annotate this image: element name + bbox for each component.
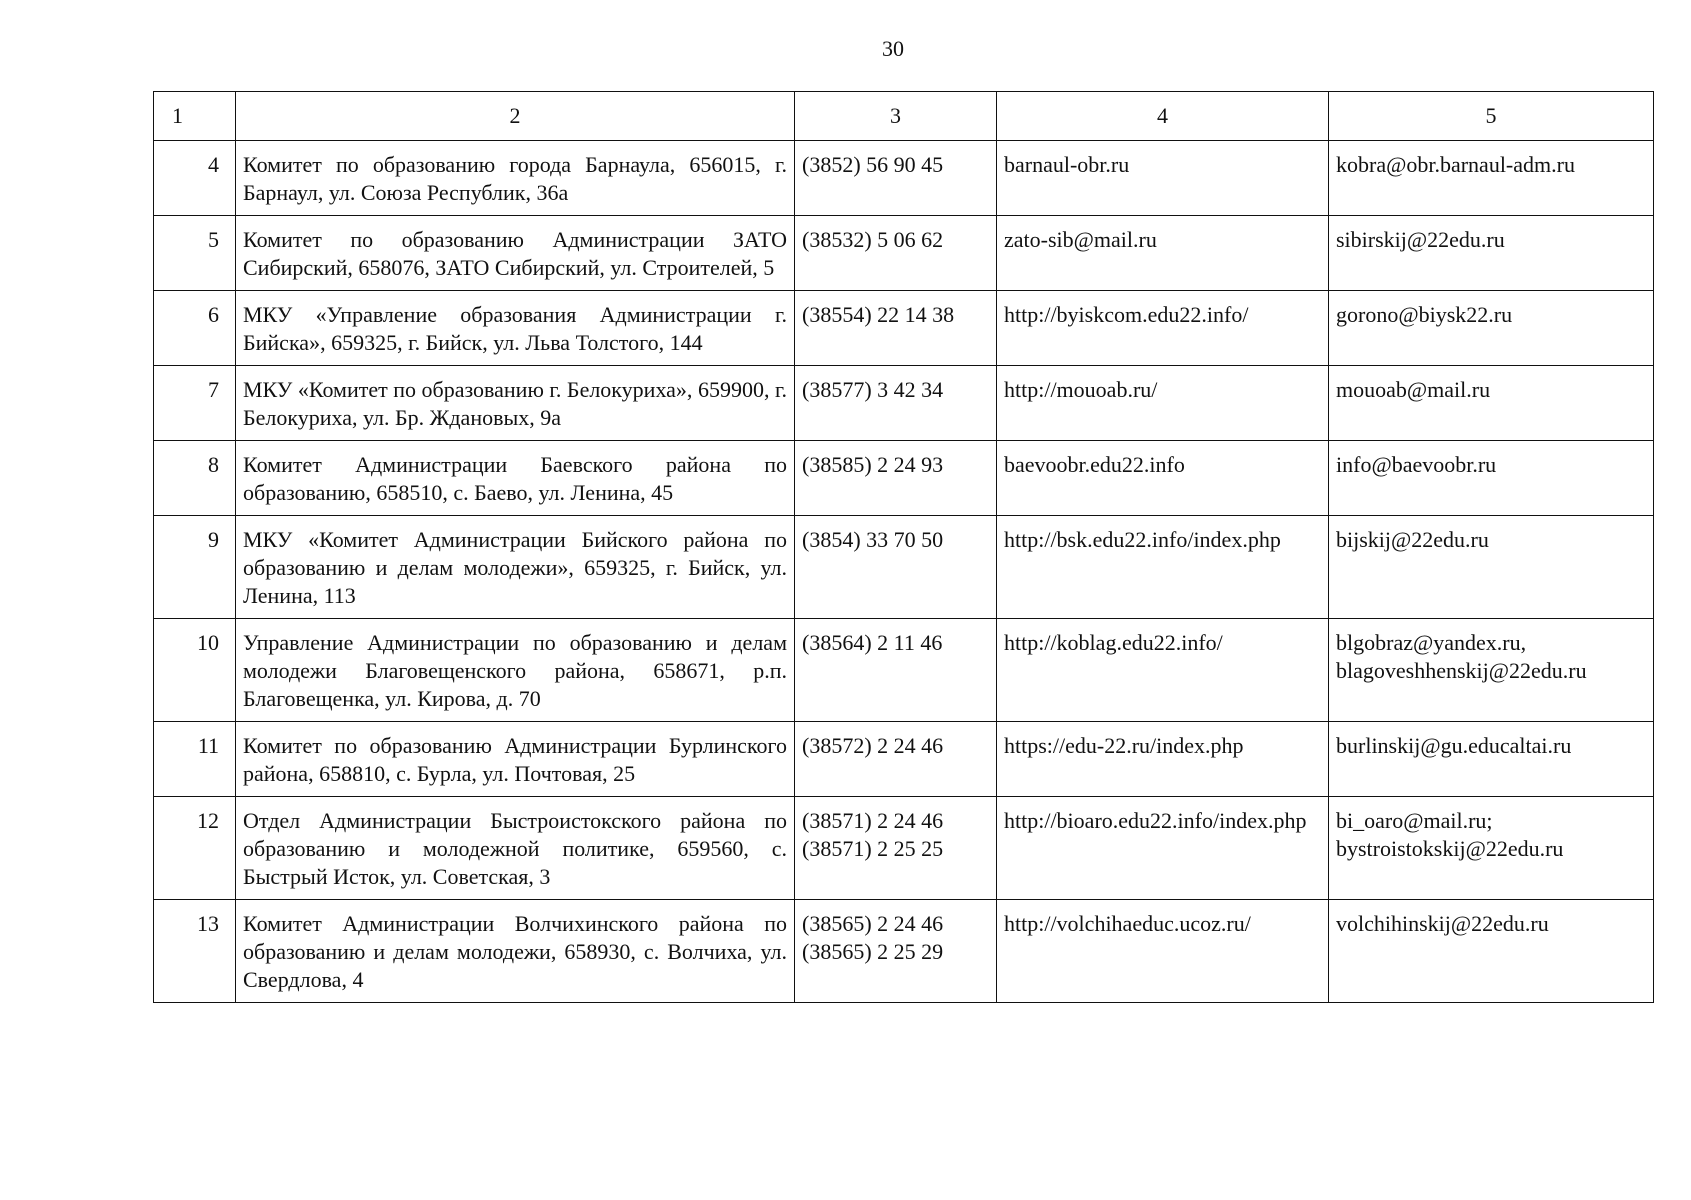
table-row: [154, 516, 1654, 619]
organization-address: Управление Администрации по образованию и делам молодежи Благовещенского района, 658671, р.п. Благовещенка, ул. Кирова, д. 70: [236, 619, 795, 722]
header-cell-3: 3: [795, 92, 997, 141]
website: http://byiskcom.edu22.info/: [997, 291, 1329, 366]
website: zato-sib@mail.ru: [997, 216, 1329, 291]
table-row: [154, 900, 1654, 1003]
phone: (38571) 2 24 46 (38571) 2 25 25: [795, 797, 997, 900]
email: blgobraz@yandex.ru, blagoveshhenskij@22edu.ru: [1329, 619, 1654, 722]
phone: (3854) 33 70 50: [795, 516, 997, 619]
header-cell-5: 5: [1329, 92, 1654, 141]
header-cell-2: 2: [236, 92, 795, 141]
header-cell-1: 1: [154, 92, 236, 141]
table-row: [154, 441, 1654, 516]
website: http://mouoab.ru/: [997, 366, 1329, 441]
row-number: 11: [154, 722, 236, 797]
email: burlinskij@gu.educaltai.ru: [1329, 722, 1654, 797]
row-number: 7: [154, 366, 236, 441]
organizations-table: [153, 91, 1654, 1003]
row-number: 13: [154, 900, 236, 1003]
website: http://bioaro.edu22.info/index.php: [997, 797, 1329, 900]
website: https://edu-22.ru/index.php: [997, 722, 1329, 797]
row-number: 6: [154, 291, 236, 366]
organization-address: Комитет по образованию города Барнаула, 656015, г. Барнаул, ул. Союза Республик, 36а: [236, 141, 795, 216]
row-number: 4: [154, 141, 236, 216]
website: barnaul-obr.ru: [997, 141, 1329, 216]
website: baevoobr.edu22.info: [997, 441, 1329, 516]
email: bijskij@22edu.ru: [1329, 516, 1654, 619]
organization-address: Комитет Администрации Баевского района по образованию, 658510, с. Баево, ул. Ленина, 45: [236, 441, 795, 516]
email: kobra@obr.barnaul-adm.ru: [1329, 141, 1654, 216]
organization-address: Комитет по образованию Администрации Бурлинского района, 658810, с. Бурла, ул. Почтовая, 25: [236, 722, 795, 797]
organization-address: МКУ «Управление образования Администрации г. Бийска», 659325, г. Бийск, ул. Льва Толстого, 144: [236, 291, 795, 366]
table-row: [154, 216, 1654, 291]
row-number: 5: [154, 216, 236, 291]
organization-address: Отдел Администрации Быстроистокского района по образованию и молодежной политике, 659560, с. Быстрый Исток, ул. Советская, 3: [236, 797, 795, 900]
website: http://bsk.edu22.info/index.php: [997, 516, 1329, 619]
email: mouoab@mail.ru: [1329, 366, 1654, 441]
phone: (3852) 56 90 45: [795, 141, 997, 216]
website: http://koblag.edu22.info/: [997, 619, 1329, 722]
phone: (38532) 5 06 62: [795, 216, 997, 291]
organization-address: Комитет по образованию Администрации ЗАТО Сибирский, 658076, ЗАТО Сибирский, ул. Строителей, 5: [236, 216, 795, 291]
table-row: [154, 797, 1654, 900]
table-row: [154, 722, 1654, 797]
phone: (38572) 2 24 46: [795, 722, 997, 797]
phone: (38564) 2 11 46: [795, 619, 997, 722]
phone: (38554) 22 14 38: [795, 291, 997, 366]
email: gorono@biysk22.ru: [1329, 291, 1654, 366]
table-header-row: [154, 92, 1654, 141]
phone: (38577) 3 42 34: [795, 366, 997, 441]
table-row: [154, 141, 1654, 216]
website: http://volchihaeduc.ucoz.ru/: [997, 900, 1329, 1003]
table-row: [154, 366, 1654, 441]
email: info@baevoobr.ru: [1329, 441, 1654, 516]
organization-address: МКУ «Комитет Администрации Бийского района по образованию и делам молодежи», 659325, г. Бийск, ул. Ленина, 113: [236, 516, 795, 619]
row-number: 10: [154, 619, 236, 722]
email: sibirskij@22edu.ru: [1329, 216, 1654, 291]
row-number: 12: [154, 797, 236, 900]
table-row: [154, 291, 1654, 366]
row-number: 8: [154, 441, 236, 516]
organization-address: Комитет Администрации Волчихинского района по образованию и делам молодежи, 658930, с. Волчиха, ул. Свердлова, 4: [236, 900, 795, 1003]
phone: (38565) 2 24 46 (38565) 2 25 29: [795, 900, 997, 1003]
page-number: 30: [882, 36, 904, 61]
organization-address: МКУ «Комитет по образованию г. Белокуриха», 659900, г. Белокуриха, ул. Бр. Ждановых, 9а: [236, 366, 795, 441]
row-number: 9: [154, 516, 236, 619]
email: bi_oaro@mail.ru; bystroistokskij@22edu.ru: [1329, 797, 1654, 900]
phone: (38585) 2 24 93: [795, 441, 997, 516]
header-cell-4: 4: [997, 92, 1329, 141]
table-row: [154, 619, 1654, 722]
email: volchihinskij@22edu.ru: [1329, 900, 1654, 1003]
